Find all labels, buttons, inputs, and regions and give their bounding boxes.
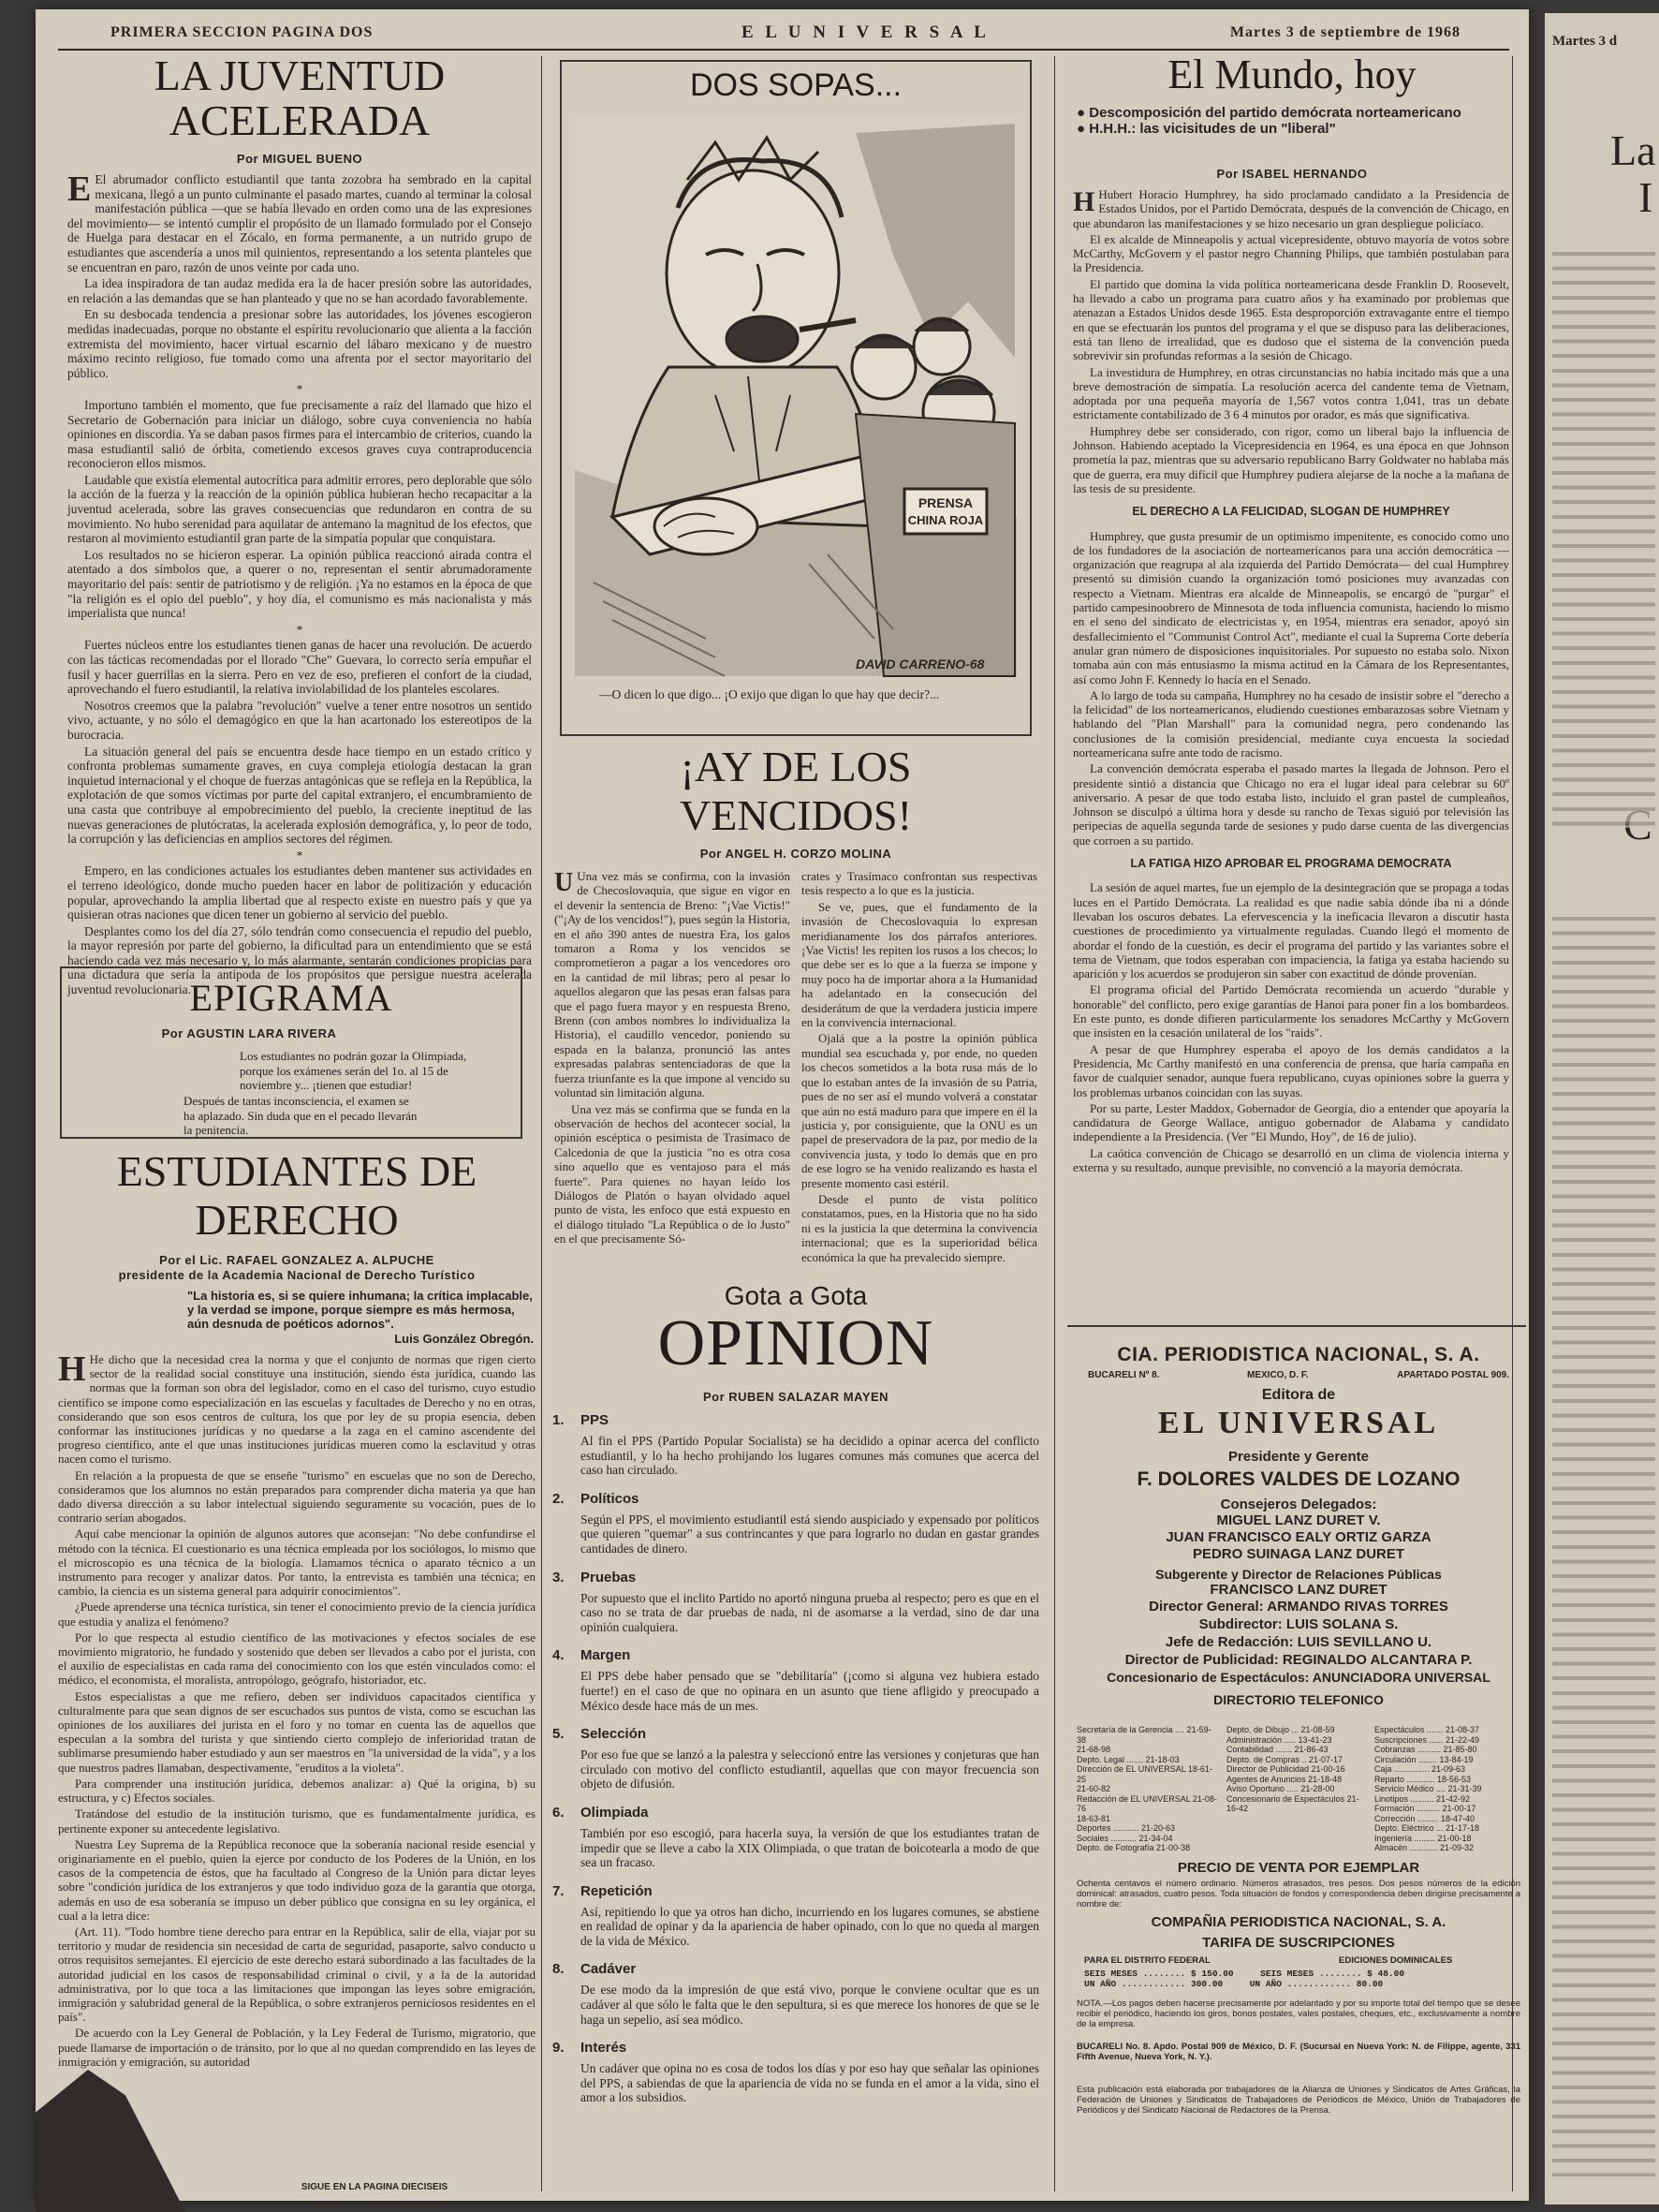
- opinion-item: 2. Políticos: [552, 1490, 639, 1507]
- paragraph: crates y Trasímaco confrontan sus respectivas tesis respecto a lo que es la justicia.: [801, 869, 1037, 898]
- cartoon-illustration: [575, 114, 1017, 676]
- opinion-item: 5. Selección: [552, 1726, 647, 1743]
- drop-cap: H: [58, 1349, 86, 1389]
- opinion-item: 6. Olimpiada: [552, 1804, 649, 1821]
- epigrama-verse-1: Los estudiantes no podrán gozar la Olimpiada, porque los exámenes serán del 1o. al 15 de noviembre y... ¡tienen que estudiar!: [240, 1049, 467, 1092]
- paragraph: Estos especialistas a que me refiero, deben ser individuos capacitados científica y culturalmente para que sean dignos de ser escuchados sus puntos de vista, como se escuchan las opiniones de los auxiliares del jurista en el foro y no tomar en cuenta las de aquellos que especulan a la sombra del turista y que sintiendo cierto complejo de inferioridad tratan de sublimarse presumiendo haber estudiado y aun ser maestros en "la universidad de la vida", y a los que nuestros padres llamaban, despectivamente, "eruditos a la violeta".: [58, 1688, 536, 1775]
- paragraph: El programa oficial del Partido Demócrata recomienda un acuerdo "durable y honorable" del conflicto, pero exige garantías de Hanoi para poner fin a los bombardeos. En este punto, es donde difieren particularmente los senadores McCarthy y McGovern que insisten en la cesación unilateral de los "raids".: [1073, 982, 1509, 1040]
- opinion-item: 1. PPS: [552, 1412, 609, 1428]
- separator-star: *: [296, 848, 303, 863]
- vencidos-col-2: [801, 869, 1037, 1274]
- paragraph: Aquí cabe mencionar la opinión de algunos autores que aconsejan: "No debe confundirse el método con la técnica. El cuestionario es una técnica empleada por los sociólogos, lo mismo que el microscopio es una técnica de la biología. Llamamos técnica o aparato técnico a un instrumento para recoger y analizar datos. Por tanto, la entrevista es también una técnica; en cambio, la ciencia es un sistema general para adquirir conocimientos".: [58, 1526, 536, 1599]
- paragraph: La caótica convención de Chicago se desarrolló en un clima de violencia interna y externa y su resultado, aunque previsible, no convenció a la mayoría demócrata.: [1073, 1145, 1509, 1174]
- vencidos-title-1: ¡AY DE LOS: [680, 743, 912, 790]
- paragraph: De acuerdo con la Ley General de Población, y la Ley Federal de Turismo, migratorio, que puede llamarse de importación o de tránsito, por lo que al no quedan comprendido en las leyes de inmigración y emigración, su autoridad: [58, 2026, 536, 2069]
- mundo-byline: Por ISABEL HERNANDO: [1216, 167, 1368, 181]
- epigrama-byline: Por AGUSTIN LARA RIVERA: [161, 1026, 337, 1040]
- union-footer: Esta publicación está elaborada por trabajadores de la Alianza de Uniones y Sindicatos de Artes Gráficas, la Federación de Uniones y Sindicatos de Trabajadores de Periódicos de México, Unión de Trabajadores de Periódicos y del Sindicato Nacional de Redactores de la Prensa.: [1077, 2085, 1520, 2116]
- opinion-item-text: Un cadáver que opina no es cosa de todos los días y por eso hay que señalar las opiniones del PPS, a sabiendas de que la apariencia de vida no se funda en el amor a la vida, sino el amor a los subsidios.: [580, 2061, 1039, 2105]
- president-name: F. DOLORES VALDES DE LOZANO: [1137, 1468, 1461, 1490]
- paragraph: La sesión de aquel martes, fue un ejemplo de la desintegración que se propaga a todas luces en el Partido Demócrata. La realidad es que nadie sabía dónde iba ni a dónde llevaban los oscuros debates. La efervescencia y la ineficacia llevaron a discutir hasta cuestiones de procedimiento ya virtualmente reguladas. Cuando llegó el momento de abordar el fondo de la cuestión, es decir el programa del partido y las variantes sobre el tema de Vietnam, que todos esperaban con impaciencia, la fatiga ya estaba haciendo su aparición y los acuerdos se produjeron sin saber con exactitud de dónde provenían.: [1073, 880, 1509, 981]
- column-divider: [541, 56, 542, 2191]
- paragraph: Desde el punto de vista político constatamos, pues, en la Historia que no ha sido ni es la justicia la que determina la convivencia internacional; que es la superioridad bélica económica la que ha prevalecido siempre.: [801, 1191, 1037, 1264]
- masthead-rule: [1067, 1325, 1526, 1327]
- sign-text-2: CHINA ROJA: [907, 513, 984, 527]
- price-text: Ochenta centavos el número ordinario. Números atrasados, tres pesos. Dos pesos números de la edición dominical: atrasados, cuatro pesos. Toda situación de fondos y correspondencia deben dirigirse precisamente a nombre de:: [1077, 1879, 1520, 1910]
- estudiantes-body: [58, 1349, 536, 2180]
- paragraph: En su desbocada tendencia a presionar sobre las autoridades, los jóvenes escogieron medidas inadecuadas, porque no obstante el espíritu revolucionario que alienta a la facción extremista del movimiento, hacer virtual escarnio del lábaro mexicano y de nuestro máximo recinto religioso, fue tomado como una afrenta por el sector mayoritario del público.: [67, 307, 532, 380]
- price-title: PRECIO DE VENTA POR EJEMPLAR: [1177, 1860, 1420, 1876]
- tarifa-title: TARIFA DE SUSCRIPCIONES: [1202, 1935, 1395, 1951]
- tarifa-dominical: EDICIONES DOMINICALES: [1339, 1955, 1453, 1966]
- drop-cap: U: [554, 868, 574, 897]
- paragraph: En relación a la propuesta de que se enseñe "turismo" en escuelas que no son de Derecho, consideramos que los alumnos no están preparados para comprender dicha materia ya que han dado diversa dirección a su labor intelectual siguiendo seguramente su vocación, pues de lo contrario serían abogados.: [58, 1467, 536, 1526]
- opinion-item-text: Según el PPS, el movimiento estudiantil está siendo auspiciado y expensado por políticos que quieren "quemar" a sus contrincantes y que para lograrlo no dudan en gastar grandes cantidades de dinero.: [580, 1512, 1039, 1556]
- continues-note: SIGUE EN LA PAGINA DIECISEIS: [301, 2182, 448, 2192]
- paragraph: Nuestra Ley Suprema de la República reconoce que la soberanía nacional reside esencial y originariamente en el pueblo, quien la ejerce por conducto de los Poderes de la Unión, en los casos de la competencia de éstos, que ha facultado al Congreso de la Unión para dictar leyes sobre "condición jurídica de los extranjeros y que todo individuo goza de la garantía que otorga, además en uso de esa soberanía se impuso un deber público que consigna en su ley orgánica, el cual a la letra dice:: [58, 1836, 536, 1923]
- opinion-item-text: Por supuesto que el inclito Partido no aportó ninguna prueba al respecto; pero es que en el caso no se trata de dar pruebas de nada, ni de asomarse a la verdad, sino de dar una opinión cualquiera.: [580, 1590, 1039, 1634]
- epigrama-verse-2: Después de tantas inconsciencia, el examen se ha aplazado. Sin duda que en el pecado llevarán la penitencia.: [184, 1094, 418, 1137]
- newspaper-name: E L U N I V E R S A L: [741, 22, 990, 42]
- estudiantes-title-2: DERECHO: [195, 1196, 399, 1244]
- paragraph: Para comprender una institución jurídica, debemos analizar: a) Qué la origina, b) su estructura, y c) Efectos sociales.: [58, 1776, 536, 1806]
- opinion-item-text: Por eso fue que se lanzó a la palestra y seleccionó entre las versiones y conjeturas que han circulado con motivo del conflicto estudiantil, aquellas que con mayor frecuencia son objeto de difusión.: [580, 1747, 1039, 1792]
- epigrama-box: [60, 966, 522, 1139]
- paragraph: A pesar de que Humphrey esperaba el apoyo de los demás candidatos a la Presidencia, Mc Carthy manifestó en una conferencia de prensa, que haría campaña en favor de cualquier senador, aunque fuera republicano, cuyas opiniones sobre la guerra y los problemas urbanos coincidan con las suyas.: [1073, 1041, 1509, 1099]
- phone-col-2: Depto. de Dibujo ... 21-08-59 Administración ..... 13-41-23 Contabilidad ....... 21-86-43 Depto. de Compras .. 21-07-17 Director de Publicidad 21-00-16 Agentes de Anuncios 21-18-48 Aviso Oportuno ..... 21-28-00 Concesionario de Espectáculos 21-16-42: [1226, 1725, 1359, 1813]
- opinion-item-text: De ese modo da la impresión de que está vivo, porque le conviene ocultar que es un cadáver al que sólo le falta que le den sepultura, si es que merece los honores de que se le haga un sepelio, así sea módico.: [580, 1983, 1039, 2027]
- phone-col-3: Espectáculos ....... 21-08-37 Suscripciones ...... 21-22-49 Cobranzas .......... 21-85-80 Circulación ........ 13-84-19 Caja ............... 21-09-63 Reparto ............ 18-56-53 Servicio Médico .... 21-31-39 Linotipos .......... 21-42-92 Formación .......... 21-00-17 Corrección ......... 18-47-40 Depto. Eléctrico ... 21-17-18 Ingeniería ......... 21-00-18 Almacén ............ 21-09-32: [1374, 1725, 1482, 1852]
- opinion-item: 7. Repetición: [552, 1882, 653, 1899]
- company-name: CIA. PERIODISTICA NACIONAL, S. A.: [1117, 1344, 1480, 1365]
- paragraph: Una vez más se confirma, con la invasión de Checoslovaquia, que sigue en vigor en el devenir la sentencia de Breno: "¡Vae Victis!" ("¡Ay de los vencidos!"), pues según la Historia, en el año 390 antes de nuestra Era, los galos tomaron a Roma y los vencidos se comprometieron a pagar a los vencedores oro en la cantidad de mil libras; pero al pesar lo aquellos alegaron que las pesas eran falsas para que el pago fuera mayor y en respuesta Breno, Brenn (con ambos nombres lo individualiza la Historia), el caudillo vencedor, poniendo su espada en la balanza, pronunció las antes expresadas palabras sentenciadoras de que la fuerza triunfante es la que impone al vencido su voluntad sin limitación alguna.: [554, 869, 790, 1100]
- opinion-item: 8. Cadáver: [552, 1961, 637, 1978]
- mundo-bullets: [1077, 105, 1507, 137]
- vencidos-byline: Por ANGEL H. CORZO MOLINA: [699, 847, 892, 861]
- paragraph: He dicho que la necesidad crea la norma y que el conjunto de normas que rigen cierto sector de la realidad social constituye una institución, siendo ésta jurídica, cuando las normas que la forman son obra del legislador, como en el caso del turismo, cuyo estudio científico se impone como especialización en las escuelas y facultades de Derecho y no en otras, considerando que son esos centros de cultura, los que por ley de su propia esencia, deben conformar las instituciones jurídicas y no quedarse a la zaga en el camino ascendente del progreso científico, ante el que unas instituciones jurídicas mueren como la esclavitud y otras nacen como el turismo.: [58, 1352, 536, 1467]
- paragraph: Fuertes núcleos entre los estudiantes tienen ganas de hacer una revolución. De acuerdo con las tácticas recomendadas por el llorado "Che" Guevara, lo correcto sería empuñar el fusil y hacer guerrillas en la sierra. Pero en vez de eso, prefieren el confort de la ciudad, aprovechando el fuero estudiantil, la relativa inviolabilidad de los planteles escolares.: [67, 638, 532, 697]
- cartoon-title: DOS SOPAS...: [689, 67, 903, 103]
- paragraph: Empero, en las condiciones actuales los estudiantes deben mantener sus actividades en el terreno ideológico, donde mucho pueden hacer en labor de politización y educación popular, aprovechando la amplia libertad que al respecto existe en nuestro país y que ya quisieran otras naciones que dicen tener un gobierno al servicio del pueblo.: [67, 863, 532, 922]
- next-page-title: La: [1610, 126, 1656, 174]
- staff-line: Subdirector: LUIS SOLANA S.: [1198, 1616, 1399, 1632]
- mundo-subhead: LA FATIGA HIZO APROBAR EL PROGRAMA DEMOCRATA: [1130, 857, 1452, 871]
- paragraph: Tratándose del estudio de la institución turismo, que es fundamentalmente jurídica, es pertinente exponer su antecedente legislativo.: [58, 1806, 536, 1836]
- separator-star: *: [296, 622, 303, 637]
- paragraph: La investidura de Humphrey, en otras circunstancias no había incitado más que a una breve demostración de simpatía. La resolución acerca del candente tema de Vietnam, adoptada por una pequeña mayoría de 1,567 votos contra 1,041, tras un debate estrictamente contabilizado de 3 6 4 minutos por orador, es más que significativa.: [1073, 364, 1509, 422]
- cartoon-signature: DAVID CARRENO-68: [856, 656, 985, 671]
- vencidos-title-2: VENCIDOS!: [680, 791, 912, 839]
- bucareli-note: BUCARELI No. 8. Apdo. Postal 909 de México, D. F. (Sucursal en Nueva York: N. de Filippe, agente, 331 Fifth Avenue, Nueva York, N. Y.).: [1077, 2042, 1520, 2062]
- consejero: MIGUEL LANZ DURET V.: [1216, 1512, 1381, 1528]
- next-page-text-2: [1552, 912, 1655, 2176]
- paragraph: El partido que domina la vida política norteamericana desde Franklin D. Roosevelt, ha llevado a cabo un programa para cuatro años y ha examinado por problemas que atenazan a Estados Unidos desde 1965. Esta desproporción extravagante entre el tiempo en que se efectuarán los puntos del programa y el que se dispuso para las deliberaciones, está tan lleno de irrealidad, que es dudoso que el sistema de la convención pueda sobrevivir sin profundas reformas a la sesión de Chicago.: [1073, 276, 1509, 363]
- paragraph: Se ve, pues, que el fundamento de la invasión de Checoslovaquia lo expresan meridianamente los dos párrafos anteriores. ¡Vae Victis! les repiten los rusos a los checos; lo que debe ser es lo que a la fuerza se impone y muy poco ha de importar ahora a la Humanidad ha adelantado en la consecución del desiderátum de que la verdadera justicia impere en la convivencia internacional.: [801, 899, 1037, 1030]
- company-name-2: COMPAÑIA PERIODISTICA NACIONAL, S. A.: [1151, 1914, 1446, 1930]
- juventud-byline: Por MIGUEL BUENO: [236, 152, 363, 166]
- cartoon-caption: —O dicen lo que digo... ¡O exijo que digan lo que hay que decir?...: [599, 687, 940, 701]
- opinion-item: 9. Interés: [552, 2040, 627, 2057]
- estudiantes-title-1: ESTUDIANTES DE: [116, 1147, 477, 1195]
- cartoon-box: [560, 60, 1032, 736]
- bullet-icon: ●: [1077, 121, 1090, 137]
- juventud-title-1: LA JUVENTUD: [154, 52, 446, 99]
- mundo-bullet: ● Descomposición del partido demócrata norteamericano: [1077, 105, 1461, 121]
- president-label: Presidente y Gerente: [1227, 1449, 1370, 1465]
- issue-date: Martes 3 de septiembre de 1968: [1229, 24, 1461, 40]
- estudiantes-quote: "La historia es, si se quiere inhumana; la crítica implacable, y la verdad se impone, porque siempre es más hermosa, aún desnuda de poéticos adornos".: [187, 1289, 533, 1331]
- opinion-byline: Por RUBEN SALAZAR MAYEN: [702, 1390, 889, 1404]
- paragraph: Importuno también el momento, que fue precisamente a raíz del llamado que hizo el Secretario de Gobernación para iniciar un diálogo, sobre cuya conveniencia no había opiniones en discordia. Ya se daban pasos firmes para el intercambio de criterios, cuando la masa estudiantil salió de órbita, cometiendo excesos graves cuya contraproducencia reconocieron ellos mismos.: [67, 397, 532, 471]
- opinion-kicker: Gota a Gota: [724, 1281, 868, 1310]
- staff-line: Director General: ARMANDO RIVAS TORRES: [1149, 1599, 1448, 1615]
- paragraph: Humphrey debe ser considerado, con rigor, como un liberal bajo la influencia de Johnson. Habiendo aceptado la Vicepresidencia en 1964, es una época en que Johnson prometía la paz, mientras que su adversario republicano Barry Goldwater no hablaba más que de guerra, era muy difícil que Humphrey pudiera alejarse de la noche a la mañana de las tesis de su presidente.: [1073, 423, 1509, 495]
- consejero: JUAN FRANCISCO EALY ORTIZ GARZA: [1166, 1529, 1431, 1545]
- paragraph: Hubert Horacio Humphrey, ha sido proclamado candidato a la Presidencia de Estados Unidos, por el Partido Demócrata, después de la convención de Chicago, en que abundaron las manifestaciones y se hizo necesario un gran despliegue policíaco.: [1073, 187, 1509, 230]
- opinion-item-text: El PPS debe haber pensado que se "debilitaría" (¡como si alguna vez hubiera estado fuerte!) en el caso de que no opinara en un asunto que tiene afligido y preocupado a México desde hace más de un mes.: [580, 1669, 1039, 1713]
- opinion-item-text: También por eso escogió, para hacerla suya, la versión de que los estudiantes tratan de impedir que se lleve a cabo la XIX Olimpiada, o que tratan de boicotearla a modo de que sea un fracaso.: [580, 1825, 1039, 1870]
- mundo-subhead: EL DERECHO A LA FELICIDAD, SLOGAN DE HUMPHREY: [1132, 505, 1450, 519]
- paragraph: Los resultados no se hicieron esperar. La opinión pública reaccionó airada contra el atentado a dos símbolos que, a querer o no, representan el sentir abrumadoramente mayoritario del país: sentir de patriotismo y de religión. ¡Ya no estamos en la época de que "la religión es el opio del pueblo", y hoy día, el comunismo es más nacionalista y más imperialista que nunca!: [67, 547, 532, 621]
- phone-col-1: Secretaría de la Gerencia .... 21-59-38 21-68-98 Depto. Legal ....... 21-18-03 Dirección de EL UNIVERSAL 18-61-25 21-60-82 Redacción de EL UNIVERSAL 21-08-76 18-63-81 Deportes ........... 21-20-63 Sociales ........... 21-34-04 Depto. de Fotografía 21-00-38: [1077, 1725, 1217, 1852]
- paragraph: Desplantes como los del día 27, sólo tendrán como consecuencia el repudio del pueblo, la mayor represión por parte del gobierno, la dificultad para un entendimiento que se está haciendo cada vez más necesario y, lo más alarmante, sentarán condiciones propicias para una dictadura que sería la antípoda de los propósitos que persigue nuestra acelerada juventud revolucionaria.: [67, 923, 532, 997]
- juventud-title-2: ACELERADA: [169, 96, 431, 144]
- directorio-title: DIRECTORIO TELEFONICO: [1213, 1692, 1384, 1707]
- staff-line: Director de Publicidad: REGINALDO ALCANTARA P.: [1124, 1652, 1473, 1668]
- estudiantes-byline: Por el Lic. RAFAEL GONZALEZ A. ALPUCHE: [159, 1253, 434, 1267]
- opinion-item: 3. Pruebas: [552, 1569, 637, 1585]
- staff-line: Concesionario de Espectáculos: ANUNCIADORA UNIVERSAL: [1107, 1670, 1490, 1685]
- mundo-bullet: ● H.H.H.: las vicisitudes de un "liberal": [1077, 121, 1336, 137]
- next-page-header: Martes 3 d: [1552, 34, 1618, 49]
- drop-cap: H: [1073, 186, 1095, 217]
- subgerente-name: FRANCISCO LANZ DURET: [1210, 1582, 1387, 1598]
- paragraph: Nosotros creemos que la palabra "revolución" vuelve a tener entre nosotros un sentido vivo, actuante, y no sólo el demagógico en que la han acartonado los estereotipos de la burocracia.: [67, 698, 532, 742]
- editora-label: Editora de: [1261, 1387, 1336, 1403]
- tarifa-nota: NOTA.—Los pagos deben hacerse precisamente por adelantado y por su importe total del tiempo que se desee recibir el periódico, haciendo los giros, bonos postales, vales postales, cheques, etc., exclusivamente a nombre de la empresa.: [1077, 1998, 1520, 2029]
- paragraph: A lo largo de toda su campaña, Humphrey no ha cesado de insistir sobre el "derecho a la felicidad" de los norteamericanos, eludiendo cuestiones embarazosas sobre Vietnam y hablando del "Plan Marshall" para la comunidad negra, pero condenando las conclusiones de la comisión presidencial, mediante cuya encuesta la sociedad norteamericana sufre ante todo de racismo.: [1073, 687, 1509, 759]
- paragraph: La situación general del país se encuentra desde hace tiempo en un estado crítico y confronta problemas sumamente graves, en cuya compleja etiología destacan la gran inquietud internacional y el choque de fuerzas antagónicas que se refleja en la República, la explotación de que somos víctimas por parte del capital extranjero, el encumbramiento de una casta que contribuye al empobrecimiento del pueblo, la creciente ineptitud de las nuevas generaciones de plutócratas, la acelerada explosión demográfica, y, lo peor de todo, la corrupción y las deficiencias en amplios sectores del régimen.: [67, 744, 532, 847]
- opinion-title: OPINION: [657, 1307, 934, 1379]
- next-page-edge: [1545, 13, 1659, 2205]
- estudiantes-quote-author: Luis González Obregón.: [394, 1332, 534, 1346]
- juventud-body: [67, 170, 532, 997]
- opinion-item-text: Así, repitiendo lo que ya otros han dicho, incurriendo en los lugares comunes, se abstiene en realidad de opinar y da la apariencia de haber opinado, con lo que no queda al margen de la vida de México.: [580, 1904, 1039, 1948]
- next-page-text: [1552, 247, 1655, 828]
- paragraph: (Art. 11). "Todo hombre tiene derecho para entrar en la República, salir de ella, viajar por su territorio y mudar de residencia sin necesidad de carta de seguridad, pasaporte, salvo conducto u otros requisitos semejantes. El ejercicio de este derecho estará subordinado a las facultades de la autoridad judicial en los casos de responsabilidad criminal o civil, y a la de la autoridad administrativa, por lo que toca a las limitaciones que impongan las leyes sobre emigración, inmigración y salubridad general de la República, o sobre extranjeros perniciosos residentes en el país".: [58, 1924, 536, 2025]
- paragraph: Por su parte, Lester Maddox, Gobernador de Georgia, dio a entender que apoyaría la candidatura de George Wallace, antiguo gobernador de Alabama y candidato independiente a la Presidencia. (Ver "El Mundo, Hoy", de 16 de julio).: [1073, 1100, 1509, 1144]
- drop-cap: E: [67, 170, 92, 209]
- paragraph: Humphrey, que gusta presumir de un optimismo impenitente, es conocido como uno de los fundadores de la asociación de norteamericanos para una acción democrática —organización que reagrupa al ala izquierda del Partido Demócrata— del cual Humphrey presentó su dimisión cuando la organización tomó posiciones muy avanzadas con respecto a Vietnam. Mientras era alcalde de Minneapolis, se encargó de "purgar" el partido campesinoobrero de Minnesota de toda influencia comunista, haciendo lo mismo en el seno del sindicato de electricistas y, en 1954, mientras era senador, apoyó sin desfallecimiento el "Communist Control Act", mediante el cual la Suprema Corte debería anular gran número de disposiciones inquisitoriales. Por supuesto no estaba solo. Nixon tomaba aún con más entusiasmo la misma actitud en la Cámara de los Representantes, así como John F. Kennedy lo hacía en el Senado.: [1073, 528, 1509, 686]
- paragraph: Laudable que existía elemental autocrítica para admitir errores, pero deplorable que sólo la acción de la fuerza y la reacción de la opinión pública hubieran hecho recapacitar a la juventud acelerada, sobre las graves consecuencias que redundaron en contra de su movimiento. No hubo serenidad para aquilatar de antemano la magnitud de los efectos, que restaron al movimiento estudiantil gran parte de la simpatía popular que conquistara.: [67, 472, 532, 546]
- opinion-item: 4. Margen: [552, 1647, 631, 1664]
- subgerente-label: Subgerente y Director de Relaciones Públicas: [1155, 1567, 1442, 1582]
- section-label: PRIMERA SECCION PAGINA DOS: [110, 24, 374, 40]
- consejero: PEDRO SUINAGA LANZ DURET: [1192, 1546, 1405, 1562]
- epigrama-title: EPIGRAMA: [189, 977, 393, 1019]
- consejeros-label: Consejeros Delegados:: [1220, 1497, 1377, 1512]
- staff-line: Jefe de Redacción: LUIS SEVILLANO U.: [1165, 1634, 1432, 1650]
- opinion-list: [552, 1407, 1039, 2184]
- paragraph: ¿Puede aprenderse una técnica turística, sin tener el conocimiento previo de la ciencia jurídica que estudia y analiza el fenómeno?: [58, 1600, 536, 1629]
- paragraph: La convención demócrata esperaba el pasado martes la llegada de Johnson. Pero el presidente sintió a distancia que Chicago no era el lugar ideal para celebrar su 60º aniversario. A pesar de que todo estaba listo, incluido el gran pastel de cumpleaños, Johnson se disculpó a última hora y desde su rancho de Texas siguió por televisión las peripecias de aquella segunda tarde de sesiones y pudo darse cuenta de las divergencias que corroen a su partido.: [1073, 761, 1509, 848]
- next-page-title-2: I: [1638, 173, 1653, 221]
- paragraph: Ojalá que a la postre la opinión pública mundial sea escuchada y, por ende, no queden los checos sometidos a la bota rusa más de lo que lo estaban antes de la invasión de su Patria, pues de no ser así el mundo volverá a constatar que aún no está maduro para que impere en él la justicia y, por consiguiente, que la ONU es un papel de preservadora de la paz, por medio de la convivencia justa, y todo lo demás que en pro de ese logro se ha venido realizando es hasta el presente momento casi estéril.: [801, 1031, 1037, 1190]
- paragraph: El ex alcalde de Minneapolis y actual vicepresidente, obtuvo mayoría de votos sobre McCarthy, McGovern y el pastor negro Channing Philips, que también postulaban para la Presidencia.: [1073, 231, 1509, 275]
- bullet-icon: ●: [1077, 105, 1090, 121]
- separator-star: *: [296, 382, 303, 397]
- company-address: BUCARELI Nº 8. MEXICO, D. F. APARTADO POSTAL 909.: [1088, 1370, 1509, 1380]
- sign-text-1: PRENSA: [918, 495, 974, 510]
- masthead-paper-name: EL UNIVERSAL: [1157, 1406, 1440, 1440]
- paragraph: Por lo que respecta al estudio científico de las motivaciones y efectos sociales de ese movimiento migratorio, he fundado y sostenido que deben ser llevados a cabo por el jurista, con el auxilio de especialistas en cada rama del conocimiento con los que estén vinculados como: el médico, el economista, el moralista, antropólogo, geógrafo, historiador, etc.: [58, 1630, 536, 1688]
- estudiantes-byline-role: presidente de la Academia Nacional de Derecho Turístico: [118, 1268, 476, 1282]
- paragraph: La idea inspiradora de tan audaz medida era la de hacer presión sobre las autoridades, en relación a las demandas que se han planteado y que no se han acordado favorablemente.: [67, 276, 532, 305]
- vencidos-col-1: [554, 869, 790, 1274]
- page-header: [58, 21, 1509, 51]
- column-divider: [1054, 56, 1055, 2191]
- paragraph: Una vez más se confirma que se funda en la observación de hechos del acontecer social, la opinión escéptica o pesimista de Trasímaco de Calcedonia de que la justicia "no es otra cosa sino aquello que es ventajoso para el más fuerte". Para quienes no hayan leído los Diálogos de Platón o hayan olvidado aquel punto de vista, les enfoco que está expuesto en el diálogo titulado "La República o de lo Justo" en el que precisamente Só-: [554, 1101, 790, 1246]
- tarifa-rows: SEIS MESES ........ $ 150.00 SEIS MESES ........ $ 48.00 UN AÑO ............ 300.00 UN AÑO ............ 80.00: [1084, 1969, 1405, 1989]
- tarifa-df: PARA EL DISTRITO FEDERAL: [1084, 1955, 1211, 1966]
- paragraph: El abrumador conflicto estudiantil que tanta zozobra ha sembrado en la capital mexicana, llegó a un punto culminante el pasado martes, cuando al terminar la colosal manifestación pública —que se había llevado en orden como una de las expresiones del movimiento— se intentó cumplir el propósito de un llamado formulado por el Consejo de Huelga para destacar en el Zócalo, en forma permanente, a un nutrido grupo de estudiantes que ascendería a unos mil quinientos, representando a los setenta planteles que se encuentran en paro, razón de unos veinte por cada uno.: [67, 172, 532, 274]
- opinion-item-text: Al fin el PPS (Partido Popular Socialista) se ha decidido a opinar acerca del conflicto estudiantil, y lo ha hecho prohijando los lugares comunes más comunes que acerca del caso han circulado.: [580, 1434, 1039, 1478]
- mundo-body: [1073, 187, 1509, 1320]
- mundo-title: El Mundo, hoy: [1167, 52, 1417, 97]
